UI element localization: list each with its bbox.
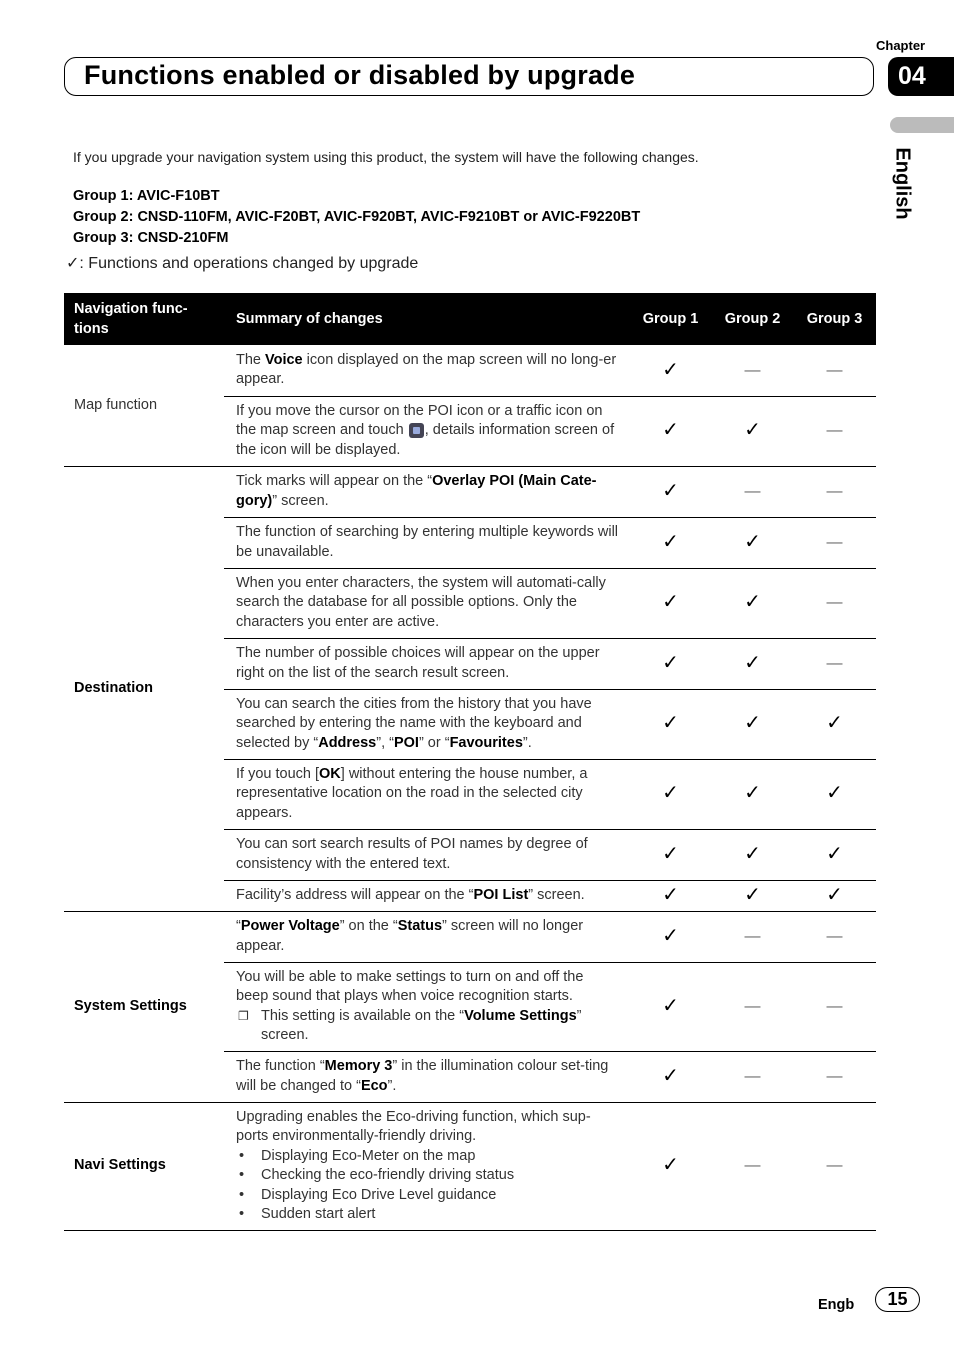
table-row xyxy=(64,345,876,396)
group-2-mark: ✓ xyxy=(712,517,793,568)
group-1-mark: ✓ xyxy=(629,638,712,689)
group-2-mark: ✓ xyxy=(712,689,793,759)
group-2-line: Group 2: CNSD-110FM, AVIC-F20BT, AVIC-F920BT, AVIC-F9210BT or AVIC-F9220BT xyxy=(73,209,641,225)
chapter-label: Chapter xyxy=(876,38,926,53)
group-3-mark: ✓ xyxy=(793,829,876,880)
summary-cell: The function “Memory 3” in the illumination colour set-ting will be changed to “Eco”. xyxy=(224,1051,629,1102)
group-2-mark: — xyxy=(712,962,793,1051)
group-1-mark: ✓ xyxy=(629,1102,712,1230)
language-tab xyxy=(886,140,936,230)
summary-cell: If you move the cursor on the POI icon or a traffic icon on the map screen and touch , details information screen of the icon will be displayed. xyxy=(224,396,629,466)
table-row xyxy=(64,1102,876,1230)
group-2-mark: — xyxy=(712,466,793,517)
summary-cell: You can sort search results of POI names by degree of consistency with the entered text. xyxy=(224,829,629,880)
group-1-mark: ✓ xyxy=(629,345,712,396)
header-summary: Summary of changes xyxy=(224,293,629,345)
group-3-mark: — xyxy=(793,568,876,638)
group-1-mark: ✓ xyxy=(629,689,712,759)
group-3-mark: ✓ xyxy=(793,759,876,829)
category-system-settings: System Settings xyxy=(64,911,224,1102)
group-1-mark: ✓ xyxy=(629,517,712,568)
group-1-mark: ✓ xyxy=(629,829,712,880)
group-1-mark: ✓ xyxy=(629,568,712,638)
summary-cell: Upgrading enables the Eco-driving function, which sup-ports environmentally-friendly driving. • Displaying Eco-Meter on the map • Checking the eco-friendly driving status • Displaying Eco Drive Level guidance • Sudden start alert xyxy=(224,1102,629,1230)
group-1-mark: ✓ xyxy=(629,1051,712,1102)
summary-cell: Facility’s address will appear on the “POI List” screen. xyxy=(224,880,629,911)
group-2-mark: ✓ xyxy=(712,638,793,689)
poi-info-icon xyxy=(409,423,424,438)
group-3-line: Group 3: CNSD-210FM xyxy=(73,230,229,246)
group-1-mark: ✓ xyxy=(629,880,712,911)
header-group-2: Group 2 xyxy=(712,293,793,345)
group-3-mark: — xyxy=(793,962,876,1051)
group-2-mark: ✓ xyxy=(712,880,793,911)
summary-cell: You will be able to make settings to turn on and off the beep sound that plays when voice recognition starts. ❐ This setting is available on the “Volume Settings” screen. xyxy=(224,962,629,1051)
summary-cell: If you touch [OK] without entering the house number, a representative location on the road in the selected city appears. xyxy=(224,759,629,829)
header-group-1: Group 1 xyxy=(629,293,712,345)
group-1-mark: ✓ xyxy=(629,911,712,962)
group-3-mark: ✓ xyxy=(793,880,876,911)
group-1-mark: ✓ xyxy=(629,962,712,1051)
group-3-mark: — xyxy=(793,345,876,396)
group-3-mark: — xyxy=(793,1051,876,1102)
group-2-mark: — xyxy=(712,1051,793,1102)
upgrade-functions-table xyxy=(64,293,876,1231)
note-box-icon: ❐ xyxy=(238,1008,249,1023)
note-line: ❐ This setting is available on the “Volume Settings” screen. xyxy=(238,1007,582,1043)
table-header-row xyxy=(64,293,876,345)
page-number: 15 xyxy=(875,1287,920,1312)
group-1-mark: ✓ xyxy=(629,759,712,829)
bullet-item: • Displaying Eco Drive Level guidance xyxy=(236,1186,619,1206)
group-3-mark: — xyxy=(793,1102,876,1230)
language-tab-marker xyxy=(890,117,954,133)
bullet-item: • Displaying Eco-Meter on the map xyxy=(236,1147,619,1167)
header-navigation-functions: Navigation func- tions xyxy=(64,293,224,345)
table-row xyxy=(64,911,876,962)
group-3-mark: — xyxy=(793,396,876,466)
group-3-mark: — xyxy=(793,911,876,962)
bullet-item: • Checking the eco-friendly driving status xyxy=(236,1166,619,1186)
group-2-mark: ✓ xyxy=(712,396,793,466)
summary-cell: When you enter characters, the system will automati-cally search the database for all possible options. Only the characters you enter are active. xyxy=(224,568,629,638)
summary-cell: The Voice icon displayed on the map screen will no long-er appear. xyxy=(224,345,629,396)
group-3-mark: — xyxy=(793,517,876,568)
group-1-mark: ✓ xyxy=(629,396,712,466)
group-3-mark: — xyxy=(793,466,876,517)
table-row xyxy=(64,466,876,517)
summary-cell: The number of possible choices will appear on the upper right on the list of the search result screen. xyxy=(224,638,629,689)
group-2-mark: ✓ xyxy=(712,568,793,638)
header-group-3: Group 3 xyxy=(793,293,876,345)
page-title: Functions enabled or disabled by upgrade xyxy=(84,60,636,90)
summary-cell: Tick marks will appear on the “Overlay POI (Main Cate-gory)” screen. xyxy=(224,466,629,517)
group-3-mark: — xyxy=(793,638,876,689)
summary-cell: “Power Voltage” on the “Status” screen will no longer appear. xyxy=(224,911,629,962)
language-label: English xyxy=(891,147,914,220)
group-2-mark: ✓ xyxy=(712,829,793,880)
group-2-mark: — xyxy=(712,911,793,962)
group-2-mark: ✓ xyxy=(712,759,793,829)
category-navi-settings: Navi Settings xyxy=(64,1102,224,1230)
language-code: Engb xyxy=(818,1297,855,1313)
group-2-mark: — xyxy=(712,1102,793,1230)
legend-line: ✓: Functions and operations changed by upgrade xyxy=(66,255,419,272)
summary-cell: You can search the cities from the history that you have searched by entering the name with the keyboard and selected by “Address”, “POI” or “Favourites”. xyxy=(224,689,629,759)
intro-paragraph: If you upgrade your navigation system using this product, the system will have the following changes. xyxy=(73,149,699,165)
group-1-line: Group 1: AVIC-F10BT xyxy=(73,188,220,204)
summary-cell: The function of searching by entering multiple keywords will be unavailable. xyxy=(224,517,629,568)
group-3-mark: ✓ xyxy=(793,689,876,759)
group-2-mark: — xyxy=(712,345,793,396)
category-map-function: Map function xyxy=(64,345,224,466)
category-destination: Destination xyxy=(64,466,224,911)
group-1-mark: ✓ xyxy=(629,466,712,517)
bullet-item: • Sudden start alert xyxy=(236,1205,619,1225)
chapter-number-tab: 04 xyxy=(888,57,954,96)
